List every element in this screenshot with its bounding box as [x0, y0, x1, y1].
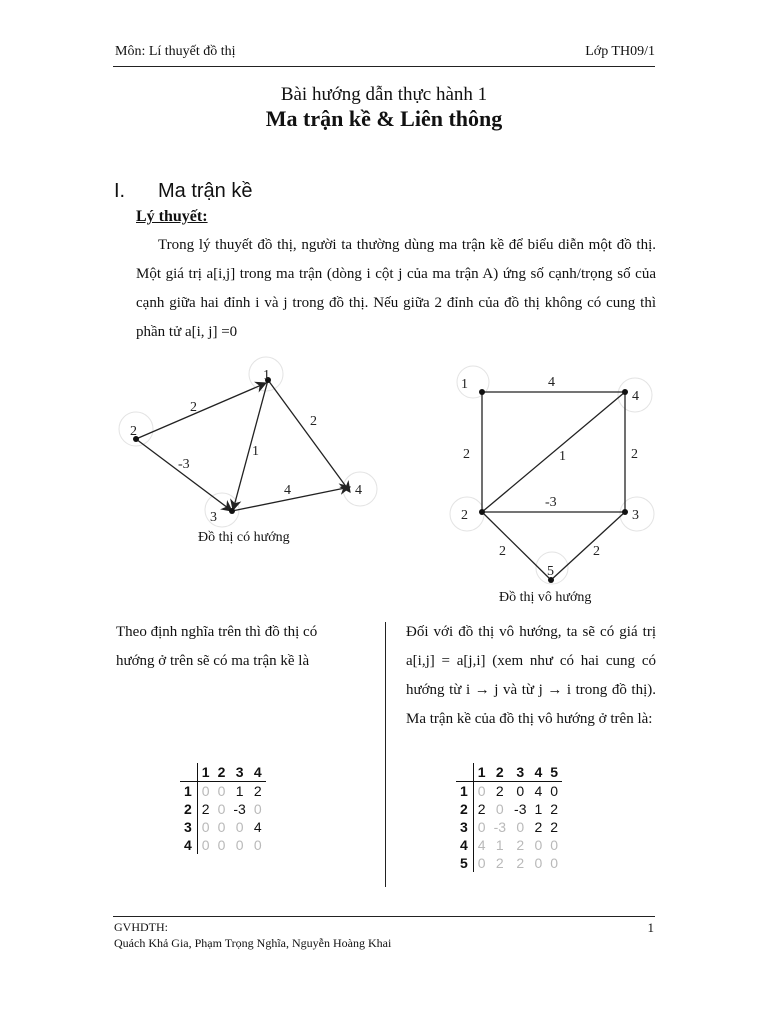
matrix-cell: 2 — [477, 801, 486, 817]
footer-authors: Quách Khả Gia, Phạm Trọng Nghĩa, Nguyễn Hoàng Khai — [114, 936, 392, 950]
edge-weight: 2 — [463, 447, 470, 462]
node-label: 5 — [547, 564, 554, 579]
node-label: 4 — [632, 389, 639, 404]
matrix-row-header: 3 — [180, 818, 197, 836]
matrix-cell: 2 — [201, 801, 210, 817]
matrix-cell: 0 — [550, 837, 559, 853]
matrix-row — [180, 836, 266, 854]
node-dot — [479, 389, 485, 395]
matrix-cell: -3 — [233, 801, 246, 817]
doc-title-line2: Ma trận kề & Liên thông — [265, 106, 503, 131]
matrix-cell: 4 — [477, 837, 486, 853]
edge-2-1 — [136, 383, 266, 439]
matrix-corner — [180, 763, 197, 782]
edge-weight: 1 — [252, 444, 259, 459]
edge-weight: 4 — [284, 483, 291, 498]
matrix-row — [456, 854, 562, 872]
matrix-row — [456, 818, 562, 836]
edge-3-5 — [551, 512, 625, 580]
matrix-row-header: 5 — [456, 854, 473, 872]
matrix-cell: 0 — [477, 855, 486, 871]
matrix-col-header: 4 — [531, 763, 547, 782]
matrix-row — [456, 782, 562, 801]
edge-weight: 2 — [631, 447, 638, 462]
edge-weight: -3 — [178, 457, 190, 472]
matrix-cell: 0 — [534, 837, 543, 853]
doc-title-line1: Bài hướng dẫn thực hành 1 — [280, 84, 488, 105]
matrix-cell: 0 — [550, 783, 559, 799]
matrix-cell: 0 — [253, 837, 262, 853]
matrix-cell: 0 — [201, 837, 210, 853]
node-label: 1 — [461, 377, 468, 392]
matrix-cell: 4 — [534, 783, 543, 799]
matrix-row-header: 3 — [456, 818, 473, 836]
matrix-cell: 0 — [217, 819, 226, 835]
matrix-col-header: 3 — [229, 763, 249, 782]
matrix-cell: 0 — [516, 783, 525, 799]
directed-matrix — [180, 763, 266, 854]
node-label: 3 — [632, 508, 639, 523]
matrix-cell: 0 — [550, 855, 559, 871]
node-label: 1 — [263, 368, 270, 383]
edge-weight: 2 — [310, 414, 317, 429]
section-title: Ma trận kề — [158, 180, 253, 202]
matrix-cell: 0 — [201, 783, 210, 799]
matrix-cell: 2 — [550, 801, 559, 817]
matrix-cell: 2 — [495, 783, 504, 799]
node-label: 2 — [130, 424, 137, 439]
matrix-row — [180, 782, 266, 801]
edge-2-5 — [482, 512, 551, 580]
matrix-cell: -3 — [493, 819, 507, 835]
matrix-cell: 0 — [477, 783, 486, 799]
edge-3-4 — [232, 487, 350, 511]
matrix-cell: 0 — [477, 819, 486, 835]
matrix-cell: 0 — [534, 855, 543, 871]
header-subject: Môn: Lí thuyết đồ thị — [115, 44, 236, 59]
matrix-col-header: 1 — [473, 763, 489, 782]
theory-paragraph — [136, 231, 656, 347]
edge-2-4 — [482, 392, 625, 512]
section-number: I. — [114, 180, 126, 202]
matrix-row-header: 1 — [180, 782, 197, 801]
matrix-col-header: 4 — [250, 763, 266, 782]
edge-2-3 — [136, 439, 232, 511]
node-label: 2 — [461, 508, 468, 523]
node-label: 3 — [210, 510, 217, 525]
matrix-cell: 1 — [235, 783, 244, 799]
matrix-cell: 2 — [495, 855, 504, 871]
matrix-cell: 4 — [253, 819, 262, 835]
matrix-cell: 2 — [253, 783, 262, 799]
matrix-cell: 1 — [534, 801, 543, 817]
matrix-cell: 0 — [235, 819, 244, 835]
matrix-cell: 1 — [495, 837, 504, 853]
matrix-row-header: 2 — [456, 800, 473, 818]
theory-heading: Lý thuyết: — [136, 208, 208, 225]
matrix-col-header: 2 — [214, 763, 230, 782]
matrix-cell: 2 — [550, 819, 559, 835]
undirected-matrix — [456, 763, 562, 872]
undirected-graph-caption: Đồ thị vô hướng — [499, 590, 592, 605]
matrix-row — [456, 836, 562, 854]
edge-weight: 2 — [593, 544, 600, 559]
matrix-cell: -3 — [514, 801, 527, 817]
matrix-cell: 0 — [495, 801, 504, 817]
node-dot — [622, 509, 628, 515]
matrix-row — [180, 818, 266, 836]
edge-weight: -3 — [545, 495, 557, 510]
footer-label: GVHDTH: — [114, 920, 168, 934]
matrix-col-header: 2 — [490, 763, 510, 782]
matrix-row-header: 4 — [180, 836, 197, 854]
matrix-cell: 0 — [217, 837, 226, 853]
matrix-row-header: 1 — [456, 782, 473, 801]
edge-weight: 2 — [190, 400, 197, 415]
edge-weight: 2 — [499, 544, 506, 559]
matrix-cell: 0 — [217, 783, 226, 799]
node-dot — [622, 389, 628, 395]
matrix-cell: 0 — [235, 837, 244, 853]
matrix-cell: 0 — [253, 801, 262, 817]
directed-graph-caption: Đồ thị có hướng — [198, 530, 290, 545]
left-column-text: Theo định nghĩa trên thì đồ thị có hướng ở trên sẽ có ma trận kề là — [116, 624, 318, 669]
undirected-graph — [445, 362, 660, 592]
edge-1-4 — [268, 380, 350, 492]
matrix-cell: 0 — [516, 819, 525, 835]
matrix-cell: 2 — [516, 855, 525, 871]
theory-text: Trong lý thuyết đồ thị, người ta thường dùng ma trận kề để biểu diễn một đồ thị. Một giá trị a[i,j] trong ma trận (dòng i cột j của ma trận A) ứng số cạnh/trọng số của cạnh giữa hai đỉnh i và j trong đồ thị. Nếu giữa 2 đỉnh của đồ thị không có cung thì phần tử a[i, j] =0 — [136, 237, 656, 340]
footer-rule — [113, 916, 655, 917]
header-rule — [113, 66, 655, 67]
matrix-corner — [456, 763, 473, 782]
edge-weight: 4 — [548, 375, 555, 390]
header-class: Lớp TH09/1 — [585, 44, 655, 59]
matrix-cell: 2 — [534, 819, 543, 835]
matrix-cell: 2 — [516, 837, 525, 853]
matrix-col-header: 1 — [197, 763, 213, 782]
directed-graph — [108, 355, 398, 555]
matrix-col-header: 3 — [510, 763, 530, 782]
node-dot — [229, 508, 235, 514]
right-column-text: Đối với đồ thị vô hướng, ta sẽ có giá trị a[i,j] = a[j,i] (xem như có hai cung có hướng từ i → j và từ j → i trong đồ thị). Ma trận kề của đồ thị vô hướng ở trên là: — [406, 624, 656, 727]
node-dot — [479, 509, 485, 515]
matrix-row — [456, 800, 562, 818]
column-divider — [385, 622, 386, 887]
edge-1-3 — [233, 380, 268, 510]
matrix-row-header: 4 — [456, 836, 473, 854]
matrix-cell: 0 — [217, 801, 226, 817]
matrix-col-header: 5 — [546, 763, 562, 782]
matrix-row-header: 2 — [180, 800, 197, 818]
matrix-cell: 0 — [201, 819, 210, 835]
matrix-row — [180, 800, 266, 818]
node-label: 4 — [355, 483, 362, 498]
edge-weight: 1 — [559, 449, 566, 464]
page-number: 1 — [647, 920, 654, 935]
